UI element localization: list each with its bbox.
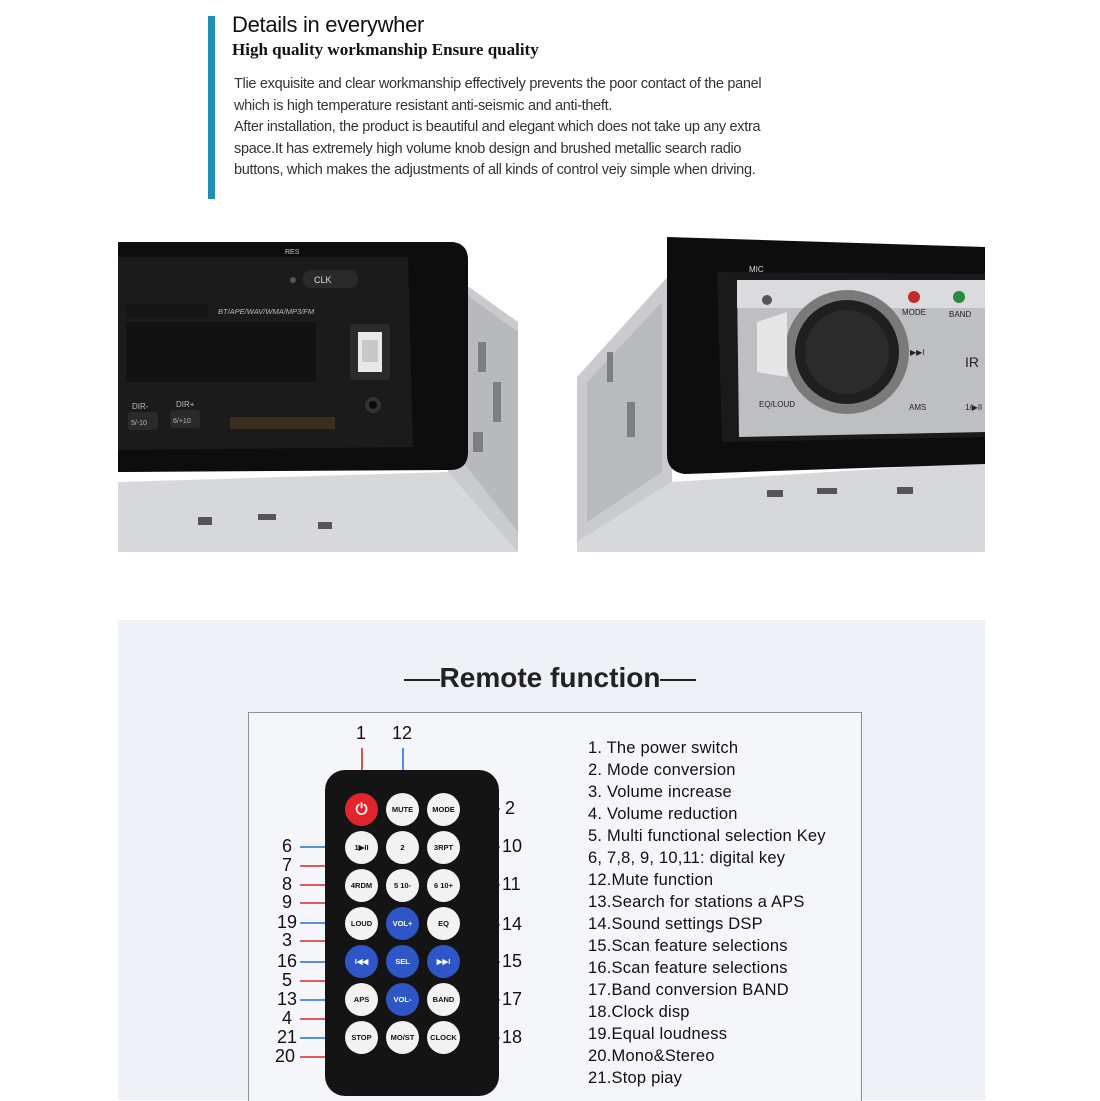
clock-button[interactable]: CLOCK — [427, 1021, 460, 1054]
mono-stereo-button[interactable]: MO/ST — [386, 1021, 419, 1054]
callout-20: 20 — [275, 1046, 296, 1066]
callout-21: 21 — [277, 1027, 298, 1047]
function-legend — [588, 737, 826, 1089]
legend-item: 2. Mode conversion — [588, 761, 736, 779]
description-paragraph-1: Tlie exquisite and clear workmanship effectively prevents the poor contact of the panel which is high temperature resistant anti-seismic and anti-theft. — [234, 76, 762, 114]
res-label: RES — [285, 249, 300, 256]
legend-item: 3. Volume increase — [588, 783, 732, 801]
dir-plus-sublabel: 6/+10 — [173, 418, 191, 425]
key-1-button[interactable]: 1▶II — [345, 831, 378, 864]
callout-17: 17 — [502, 989, 523, 1009]
page-title: Details in everywher — [232, 12, 425, 37]
callout-13: 13 — [277, 989, 298, 1009]
mute-button[interactable]: MUTE — [386, 793, 419, 826]
callout-2: 2 — [505, 798, 516, 818]
prev-button[interactable]: I◀◀ — [345, 945, 378, 978]
legend-item: 17.Band conversion BAND — [588, 981, 789, 999]
aps-button[interactable]: APS — [345, 983, 378, 1016]
callout-5: 5 — [282, 970, 293, 990]
callout-14: 14 — [502, 914, 523, 934]
band-button[interactable]: BAND — [427, 983, 460, 1016]
next-button[interactable]: ▶▶I — [427, 945, 460, 978]
formats-label: BT/APE/WAV/WMA/MP3/FM — [218, 307, 315, 316]
sel-button[interactable]: SEL — [386, 945, 419, 978]
dir-minus-sublabel: 5/-10 — [131, 420, 147, 427]
power-button[interactable]: ⏻ — [345, 793, 378, 826]
play-label: 1/▶II — [965, 403, 983, 412]
legend-item: 6, 7,8, 9, 10,11: digital key — [588, 849, 786, 867]
key-2-button[interactable]: 2 — [386, 831, 419, 864]
legend-item: 5. Multi functional selection Key — [588, 827, 826, 845]
page-subtitle: High quality workmanship Ensure quality — [232, 40, 539, 59]
clk-label: CLK — [314, 275, 332, 285]
legend-item: 18.Clock disp — [588, 1003, 690, 1021]
legend-item: 15.Scan feature selections — [588, 937, 788, 955]
callout-9: 9 — [282, 892, 293, 912]
callout-1: 1 — [356, 723, 367, 743]
eq-loud-label: EQ/LOUD — [759, 400, 796, 409]
stop-button[interactable]: STOP — [345, 1021, 378, 1054]
loud-button[interactable]: LOUD — [345, 907, 378, 940]
ams-label: AMS — [909, 403, 927, 412]
key-6-button[interactable]: 6 10+ — [427, 869, 460, 902]
mic-label: MIC — [749, 265, 764, 274]
ir-label: IR — [965, 354, 979, 370]
key-4-button[interactable]: 4RDM — [345, 869, 378, 902]
callout-6: 6 — [282, 836, 293, 856]
description-paragraph-2: After installation, the product is beautiful and elegant which does not take up any extra space.It has extremely high volume knob design and brushed metallic search radio buttons, which makes the adjustments of all kinds of control veiy simple when driving. — [234, 119, 761, 178]
callout-19: 19 — [277, 912, 298, 932]
legend-item: 14.Sound settings DSP — [588, 915, 763, 933]
legend-item: 20.Mono&Stereo — [588, 1047, 715, 1065]
callout-3: 3 — [282, 930, 293, 950]
callout-15: 15 — [502, 951, 523, 971]
dir-plus-label: DIR+ — [176, 400, 195, 409]
legend-item: 19.Equal loudness — [588, 1025, 728, 1043]
callout-11: 11 — [502, 874, 521, 894]
callout-16: 16 — [277, 951, 298, 971]
callout-7: 7 — [282, 855, 293, 875]
legend-item: 13.Search for stations a APS — [588, 893, 805, 911]
callout-10: 10 — [502, 836, 523, 856]
key-3-button[interactable]: 3RPT — [427, 831, 460, 864]
callout-8: 8 — [282, 874, 293, 894]
callout-12: 12 — [392, 723, 413, 743]
skip-label: ▶▶I — [910, 348, 925, 357]
legend-item: 4. Volume reduction — [588, 805, 738, 823]
remote-title-text: Remote function — [439, 662, 661, 693]
callout-4: 4 — [282, 1008, 293, 1028]
dir-minus-label: DIR- — [132, 402, 149, 411]
mode-label: MODE — [902, 308, 926, 317]
callout-18: 18 — [502, 1027, 523, 1047]
legend-item: 16.Scan feature selections — [588, 959, 788, 977]
vol-down-button[interactable]: VOL- — [386, 983, 419, 1016]
legend-item: 1. The power switch — [588, 739, 739, 757]
legend-item: 12.Mute function — [588, 871, 714, 889]
legend-item: 21.Stop piay — [588, 1069, 683, 1087]
vol-up-button[interactable]: VOL+ — [386, 907, 419, 940]
eq-button[interactable]: EQ — [427, 907, 460, 940]
band-label: BAND — [949, 310, 972, 319]
key-5-button[interactable]: 5 10- — [386, 869, 419, 902]
mode-button[interactable]: MODE — [427, 793, 460, 826]
